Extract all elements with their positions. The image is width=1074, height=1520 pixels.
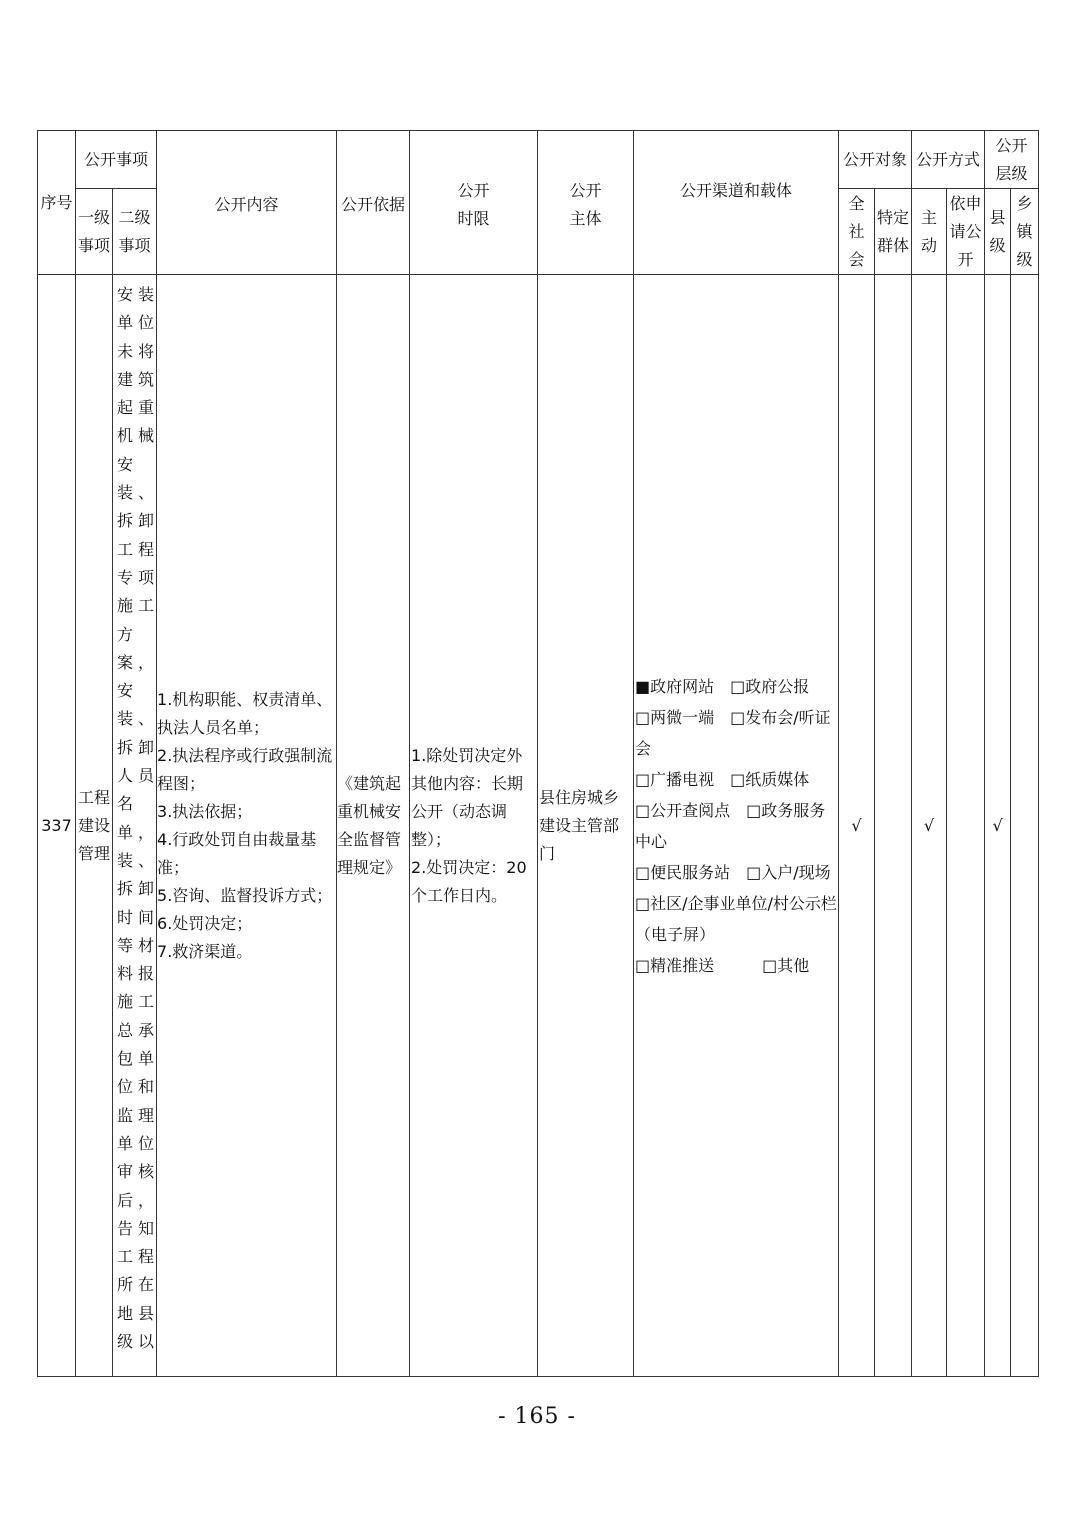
content-item: 5.咨询、监督投诉方式； xyxy=(157,885,333,905)
channel-item: □精准推送 □其他 xyxy=(635,955,810,975)
level2-char: 和 xyxy=(138,1077,155,1097)
level2-char: 拆 xyxy=(116,879,133,899)
level2-char: 案 xyxy=(116,652,133,672)
row-target-specific xyxy=(875,275,912,1377)
level2-char: 安 xyxy=(116,454,133,474)
header-subject-label: 公开主体 xyxy=(569,181,602,228)
header-method-request-label: 依申请公开 xyxy=(949,193,982,269)
table-row xyxy=(38,275,1039,1377)
level2-char xyxy=(137,677,155,705)
header-matters: 公开事项 xyxy=(76,131,157,189)
level2-char xyxy=(137,621,155,649)
level2-char: 施 xyxy=(116,596,133,616)
level2-char: 材 xyxy=(138,935,155,955)
level2-char: 、 xyxy=(138,709,155,729)
level2-char: 拆 xyxy=(116,511,133,531)
channel-item: □便民服务站 □入户/现场 xyxy=(635,862,831,882)
content-item: 1.机构职能、权责清单、执法人员名单； xyxy=(157,689,333,737)
row-level2-left-column xyxy=(116,281,134,1356)
level2-char: 安 xyxy=(116,285,133,304)
level2-char: 审 xyxy=(116,1162,133,1182)
row-content-list xyxy=(157,686,336,966)
level2-char: 重 xyxy=(138,398,155,418)
content-item: 3.执法依据； xyxy=(157,801,253,821)
header-method: 公开方式 xyxy=(912,131,985,189)
level2-char: 承 xyxy=(138,1020,155,1040)
level2-char: 项 xyxy=(138,567,155,587)
level2-char: 单 xyxy=(116,1133,133,1153)
level2-char: 工 xyxy=(138,992,155,1012)
row-basis-text: 《建筑起重机械安全监督管理规定》 xyxy=(337,773,402,877)
header-level-county xyxy=(985,189,1011,275)
header-time-limit xyxy=(410,131,538,275)
level2-char: 总 xyxy=(116,1020,133,1040)
row-channels-list xyxy=(635,671,838,981)
row-subject-text: 县住房城乡建设主管部门 xyxy=(539,787,620,863)
header-level-label: 公开层级 xyxy=(995,135,1028,183)
level2-char: 施 xyxy=(116,992,133,1012)
content-item: 2.执法程序或行政强制流程图； xyxy=(157,745,333,793)
header-content-label: 公开内容 xyxy=(214,195,279,214)
header-level1 xyxy=(76,189,113,275)
row-level1 xyxy=(76,275,113,1377)
level2-char: 单 xyxy=(116,822,133,842)
level2-char: 时 xyxy=(116,907,133,927)
level2-char: 所 xyxy=(116,1275,133,1295)
level2-char: 程 xyxy=(138,1247,155,1267)
header-time-limit-label: 公开时限 xyxy=(457,181,490,228)
header-method-active xyxy=(912,189,947,275)
level2-char: 级 xyxy=(116,1331,133,1351)
level2-char: ， xyxy=(138,822,155,842)
row-subject xyxy=(538,275,634,1377)
header-level-town-label: 乡镇级 xyxy=(1016,193,1033,269)
row-channels xyxy=(634,275,839,1377)
level2-char: 方 xyxy=(116,624,133,644)
header-basis-label: 公开依据 xyxy=(341,195,406,214)
level2-char: 后 xyxy=(116,1190,133,1210)
level2-char: 筑 xyxy=(138,369,155,389)
header-target-all xyxy=(839,189,875,275)
level2-char: 地 xyxy=(116,1303,133,1323)
level2-char: 位 xyxy=(116,1077,133,1097)
channel-item: ■政府网站 □政府公报 xyxy=(635,676,810,696)
channel-item: □公开查阅点 □政务服务中心 xyxy=(635,800,826,851)
level2-char: 在 xyxy=(138,1275,155,1295)
level2-char: 单 xyxy=(138,1049,155,1069)
level2-char: 位 xyxy=(138,313,155,333)
channel-item: □社区/企事业单位/村公示栏（电子屏） xyxy=(635,893,837,944)
disclosure-table xyxy=(37,130,1039,1377)
level2-char: 名 xyxy=(116,794,133,814)
level2-char: 理 xyxy=(138,1105,155,1125)
level2-char: 间 xyxy=(138,907,155,927)
level2-char: 卸 xyxy=(138,879,155,899)
row-level-town xyxy=(1011,275,1039,1377)
row-method-request xyxy=(947,275,985,1377)
level2-char: 机 xyxy=(116,426,133,446)
level2-char: 员 xyxy=(138,766,155,786)
header-channel xyxy=(634,131,839,275)
level2-char: ， xyxy=(138,652,155,672)
level2-char: 未 xyxy=(116,341,133,361)
level2-char: 单 xyxy=(116,313,133,333)
channel-item: □两微一端 □发布会/听证会 xyxy=(635,707,831,758)
level2-char: 、 xyxy=(138,483,155,503)
level2-char xyxy=(137,790,155,818)
level2-char: 拆 xyxy=(116,737,133,757)
row-level2 xyxy=(113,275,157,1377)
level2-char: 械 xyxy=(138,426,155,446)
header-seq: 序号 xyxy=(38,131,76,275)
row-level1-label: 工程建设管理 xyxy=(78,787,111,863)
row-time-limit-list xyxy=(411,742,537,910)
row-target-all: √ xyxy=(839,275,875,1377)
level2-char: 卸 xyxy=(138,737,155,757)
channel-item: □广播电视 □纸质媒体 xyxy=(635,769,810,789)
header-basis xyxy=(337,131,410,275)
level2-char: 工 xyxy=(116,539,133,559)
level2-char: 专 xyxy=(116,567,133,587)
level2-char: 、 xyxy=(138,850,155,870)
row-seq: 337 xyxy=(38,275,76,1377)
level2-char: 卸 xyxy=(138,511,155,531)
level2-char: 装 xyxy=(116,483,133,503)
level2-char: 将 xyxy=(138,341,155,361)
level2-char xyxy=(137,451,155,479)
level2-char: 知 xyxy=(138,1218,155,1238)
row-basis xyxy=(337,275,410,1377)
row-level-county: √ xyxy=(985,275,1011,1377)
level2-char: 核 xyxy=(138,1162,155,1182)
page-number: - 165 - xyxy=(498,1404,576,1429)
row-level2-right-column xyxy=(137,281,155,1356)
header-method-request xyxy=(947,189,985,275)
level2-char: 位 xyxy=(138,1133,155,1153)
content-item: 6.处罚决定； xyxy=(157,913,253,933)
level2-char: 告 xyxy=(116,1218,133,1238)
header-content xyxy=(157,131,337,275)
row-method-active: √ xyxy=(912,275,947,1377)
level2-char: 装 xyxy=(138,285,155,304)
time-limit-item: 1.除处罚决定外其他内容：长期公开（动态调整）； xyxy=(411,745,524,849)
level2-char: 程 xyxy=(138,539,155,559)
level2-char: 工 xyxy=(116,1247,133,1267)
header-level-county-label: 县级 xyxy=(989,207,1006,255)
level2-char: 装 xyxy=(116,850,133,870)
header-target-all-label: 全社会 xyxy=(848,193,865,269)
header-level2 xyxy=(113,189,157,275)
level2-char: 起 xyxy=(116,398,133,418)
header-target-specific xyxy=(875,189,912,275)
header-target-specific-label: 特定群体 xyxy=(877,207,910,255)
level2-char: 报 xyxy=(138,964,155,984)
level2-char: 监 xyxy=(116,1105,133,1125)
row-time-limit xyxy=(410,275,538,1377)
level2-char: 等 xyxy=(116,935,133,955)
header-method-active-label: 主动 xyxy=(921,207,938,255)
content-item: 7.救济渠道。 xyxy=(157,941,253,961)
level2-char: 人 xyxy=(116,766,133,786)
header-level-town xyxy=(1011,189,1039,275)
level2-char: 工 xyxy=(138,596,155,616)
time-limit-item: 2.处罚决定：20个工作日内。 xyxy=(411,857,527,905)
level2-char: 建 xyxy=(116,369,133,389)
content-item: 4.行政处罚自由裁量基准； xyxy=(157,829,317,877)
header-level xyxy=(985,131,1039,189)
level2-char: 料 xyxy=(116,964,133,984)
level2-char: 包 xyxy=(116,1049,133,1069)
header-channel-label: 公开渠道和载体 xyxy=(680,181,793,200)
row-content xyxy=(157,275,337,1377)
level2-char: 县 xyxy=(138,1303,155,1323)
level2-char: 装 xyxy=(116,709,133,729)
level2-char: ， xyxy=(138,1190,155,1210)
header-level1-label: 一级事项 xyxy=(78,207,111,255)
level2-char: 安 xyxy=(116,681,133,701)
header-level2-label: 二级事项 xyxy=(118,207,151,255)
header-subject xyxy=(538,131,634,275)
header-target: 公开对象 xyxy=(839,131,912,189)
level2-char: 以 xyxy=(138,1331,155,1351)
